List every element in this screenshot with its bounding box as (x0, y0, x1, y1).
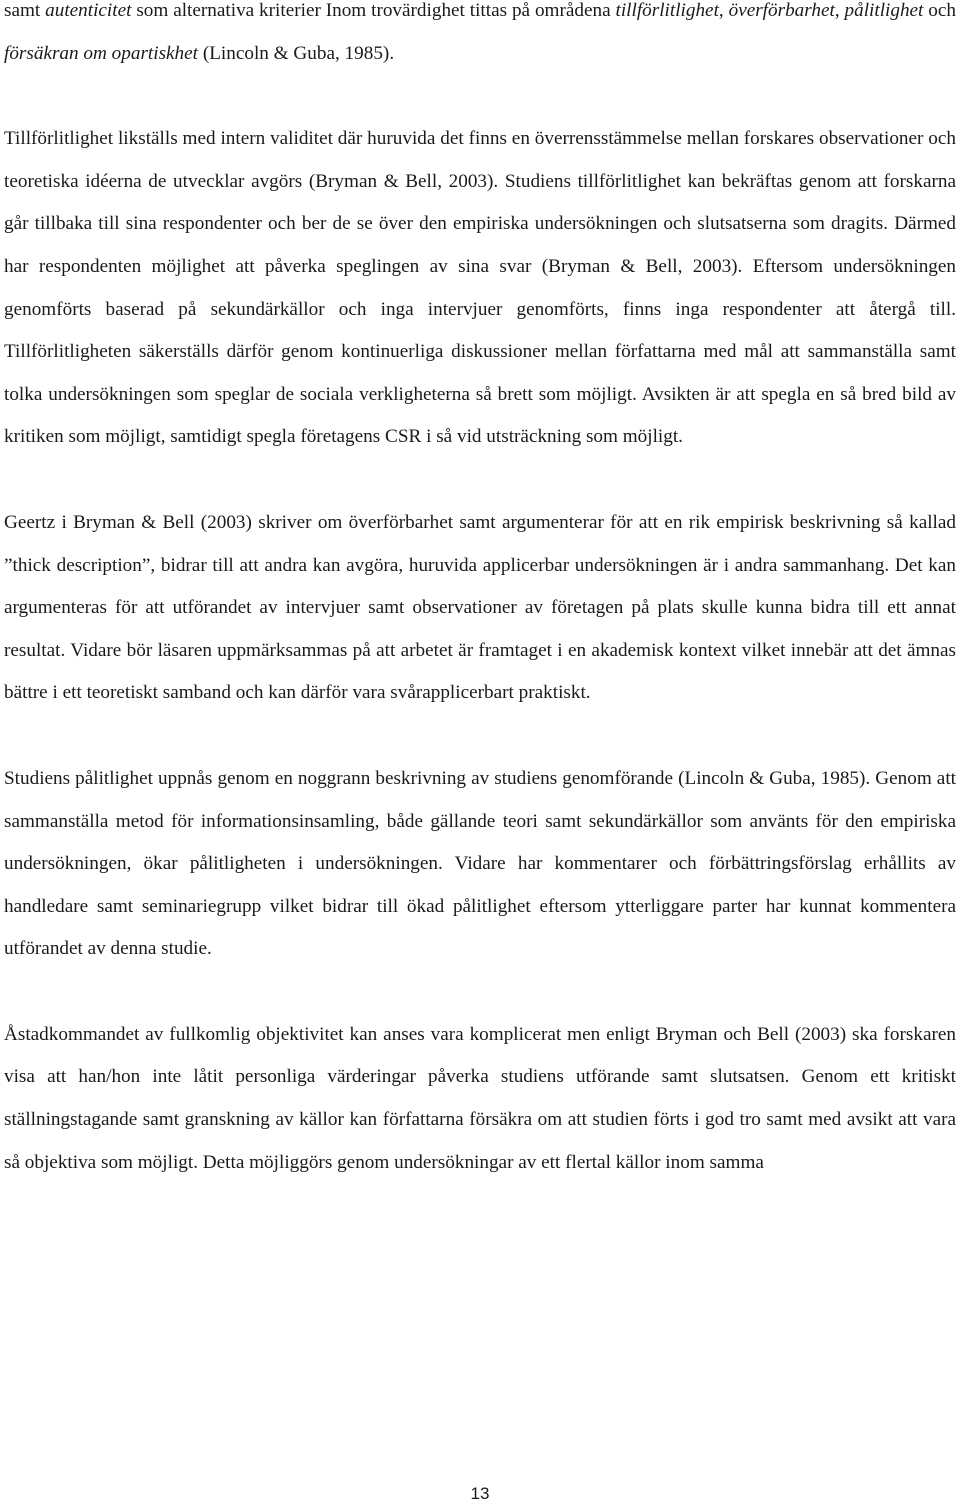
text-run: samt (4, 0, 46, 21)
document-page (4, 0, 956, 1184)
text-run: Tillförlitlighet likställs med intern validitet där huruvida det finns en överrensstämmelse mellan forskares observationer och teoretiska idéerna de utvecklar avgörs (Bryman & Bell, 2003). Studiens tillförlitlighet kan bekräftas genom att forskarna går tillbaka till sina respondenter och ber de se över den empiriska undersökningen och slutsatserna som dragits. Därmed har respondenten möjlighet att påverka speglingen av sina svar (Bryman & Bell, 2003). Eftersom undersökningen genomförts baserad på sekundärkällor och inga intervjuer genomförts, finns inga respondenter att återgå till. Tillförlitligheten säkerställs därför genom kontinuerliga diskussioner mellan författarna med mål att sammanställa samt tolka undersökningen som speglar de sociala verkligheterna så brett som möjligt. Avsikten är att spegla en så bred bild av kritiken som möjligt, samtidigt spegla företagens CSR i så vid utsträckning som möjligt. (4, 128, 956, 448)
text-run: och (923, 0, 956, 21)
text-run: , (718, 0, 729, 21)
page-number: 13 (470, 1484, 490, 1503)
paragraph-palitlighet (4, 758, 956, 971)
text-run: , (834, 0, 845, 21)
paragraph-overforbarhet (4, 502, 956, 715)
text-run: (Lincoln & Guba, 1985). (198, 42, 395, 64)
italic-term: tillförlitlighet (615, 0, 719, 21)
text-run: Åstadkommandet av fullkomlig objektivitet kan anses vara komplicerat men enligt Bryman och Bell (2003) ska forskaren visa att han/hon inte låtit personliga värderingar påverka studiens utförande samt slutsatsen. Genom ett kritiskt ställningstagande samt granskning av källor kan författarna försäkra om att studien förts i god tro samt med avsikt att vara så objektiva som möjligt. Detta möjliggörs genom undersökningar av ett flertal källor inom samma (4, 1023, 956, 1173)
italic-term: försäkran om opartiskhet (4, 42, 199, 64)
italic-term: autenticitet (45, 0, 132, 21)
paragraph-objektivitet (4, 1014, 956, 1184)
paragraph-credibility-criteria (4, 0, 956, 75)
text-run: Geertz i Bryman & Bell (2003) skriver om överförbarhet samt argumenterar för att en rik empirisk beskrivning så kallad ”thick description”, bidrar till att andra kan avgöra, huruvida applicerbar undersökningen är i andra sammanhang. Det kan argumenteras för att utförandet av intervjuer samt observationer av företagen på plats skulle kunna bidra till ett annat resultat. Vidare bör läsaren uppmärksammas på att arbetet är framtaget i en akademisk kontext vilket innebär att det ämnas bättre i ett teoretiskt samband och kan därför vara svårapplicerbart praktiskt. (4, 511, 956, 704)
italic-term: pålitlighet (844, 0, 924, 21)
text-run: som alternativa kriterier Inom trovärdighet tittas på områdena (131, 0, 616, 21)
paragraph-tillforlitlighet (4, 118, 956, 459)
text-run: Studiens pålitlighet uppnås genom en noggrann beskrivning av studiens genomförande (Lincoln & Guba, 1985). Genom att sammanställa metod för informationsinsamling, både gällande teori samt sekundärkällor som använts för den empiriska undersökningen, ökar pålitligheten i undersökningen. Vidare har kommentarer och förbättringsförslag erhållits av handledare samt seminariegrupp vilket bidrar till ökad pålitlighet eftersom ytterliggare parter har kunnat kommentera utförandet av denna studie. (4, 767, 956, 960)
italic-term: överförbarhet (728, 0, 835, 21)
